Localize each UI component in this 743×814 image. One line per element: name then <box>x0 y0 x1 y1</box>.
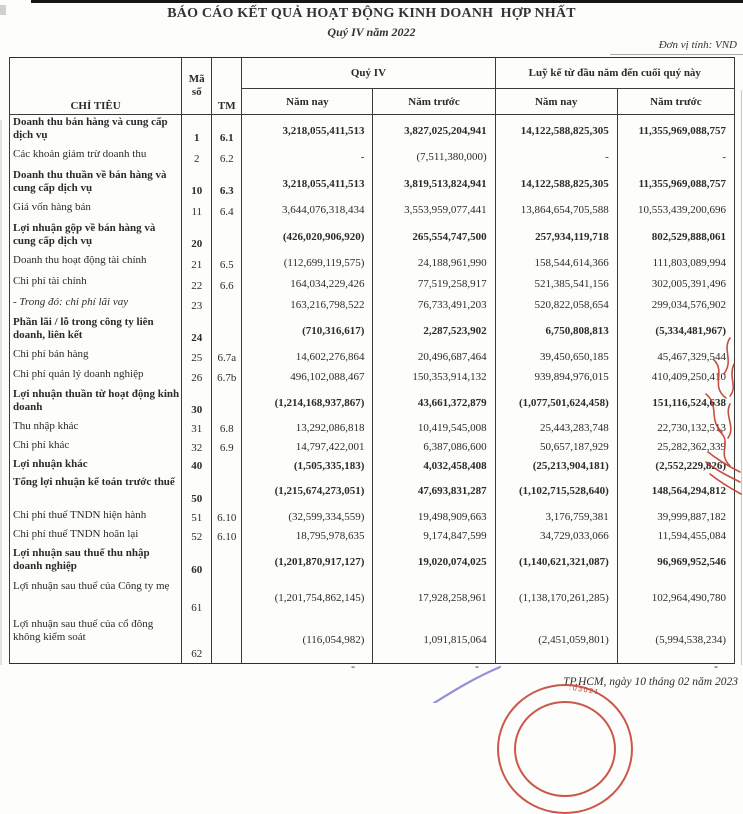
value-q4-this-year: (1,201,754,862,145) <box>242 579 373 617</box>
value-q4-prior-year: 9,174,847,599 <box>373 527 495 546</box>
value-ytd-this-year: 50,657,187,929 <box>495 438 617 457</box>
row-label: - Trong đó: chi phí lãi vay <box>10 295 182 315</box>
value-q4-this-year: 163,216,798,522 <box>242 295 373 315</box>
row-code: 50 <box>182 475 212 508</box>
row-label: Chi phí tài chính <box>10 274 182 295</box>
table-row <box>10 419 735 438</box>
value-q4-this-year: 13,292,086,818 <box>242 419 373 438</box>
row-code: 30 <box>182 387 212 419</box>
value-ytd-this-year: (1,102,715,528,640) <box>495 475 617 508</box>
value-q4-this-year: 14,797,422,001 <box>242 438 373 457</box>
value-q4-prior-year: 2,287,523,902 <box>373 315 495 347</box>
value-q4-this-year: 496,102,088,467 <box>242 367 373 387</box>
value-q4-this-year: (1,215,674,273,051) <box>242 475 373 508</box>
row-label: Chi phí bán hàng <box>10 347 182 367</box>
column-header-ytd-prior-year: Năm trước <box>617 89 734 115</box>
row-code: 26 <box>182 367 212 387</box>
row-code: 11 <box>182 200 212 221</box>
value-q4-prior-year: 10,419,545,008 <box>373 419 495 438</box>
value-ytd-this-year: 939,894,976,015 <box>495 367 617 387</box>
column-header-code: Mã số <box>182 58 212 115</box>
value-ytd-prior-year: 111,803,089,994 <box>617 253 734 274</box>
value-q4-prior-year: (7,511,380,000) <box>373 147 495 168</box>
value-ytd-this-year: 25,443,283,748 <box>495 419 617 438</box>
table-row <box>10 617 735 664</box>
currency-unit-label: Đơn vị tính: VND <box>658 39 737 51</box>
value-ytd-prior-year: 11,594,455,084 <box>617 527 734 546</box>
row-code: 61 <box>182 579 212 617</box>
row-label: Doanh thu thuần về bán hàng và cung cấp dịch vụ <box>10 168 182 200</box>
value-ytd-prior-year: 96,969,952,546 <box>617 546 734 579</box>
column-group-ytd: Luỹ kế từ đầu năm đến cuối quý này <box>495 58 734 89</box>
table-row <box>10 457 735 475</box>
row-code: 23 <box>182 295 212 315</box>
divider-line <box>610 54 743 55</box>
row-code: 32 <box>182 438 212 457</box>
value-q4-prior-year: 3,827,025,204,941 <box>373 115 495 147</box>
value-ytd-prior-year: (5,334,481,967) <box>617 315 734 347</box>
table-row <box>10 438 735 457</box>
row-code: 21 <box>182 253 212 274</box>
round-stamp-inner-outline <box>514 701 616 797</box>
red-handwriting-annotation <box>700 334 743 529</box>
row-label: Các khoản giảm trừ doanh thu <box>10 147 182 168</box>
row-code: 20 <box>182 221 212 253</box>
value-q4-prior-year: 43,661,372,879 <box>373 387 495 419</box>
value-ytd-this-year: 39,450,650,185 <box>495 347 617 367</box>
table-row <box>10 274 735 295</box>
row-note: 6.4 <box>212 200 242 221</box>
value-ytd-prior-year: 151,116,524,638 <box>617 387 734 419</box>
row-code: 62 <box>182 617 212 664</box>
value-ytd-prior-year: - <box>617 147 734 168</box>
table-row <box>10 347 735 367</box>
value-ytd-prior-year: 302,005,391,496 <box>617 274 734 295</box>
value-ytd-prior-year: 39,999,887,182 <box>617 508 734 527</box>
value-ytd-prior-year: 102,964,490,780 <box>617 579 734 617</box>
value-q4-this-year: (112,699,119,575) <box>242 253 373 274</box>
row-note <box>212 387 242 419</box>
value-ytd-this-year: (1,077,501,624,458) <box>495 387 617 419</box>
table-row <box>10 579 735 617</box>
row-note: 6.2 <box>212 147 242 168</box>
row-label: Chi phí quản lý doanh nghiệp <box>10 367 182 387</box>
value-q4-this-year: (116,054,982) <box>242 617 373 664</box>
row-note <box>212 579 242 617</box>
below-table-dash: - <box>714 659 718 673</box>
row-label: Phần lãi / lỗ trong công ty liên doanh, liên kết <box>10 315 182 347</box>
value-q4-prior-year: 19,498,909,663 <box>373 508 495 527</box>
value-ytd-prior-year: 11,355,969,088,757 <box>617 168 734 200</box>
value-q4-prior-year: 3,553,959,077,441 <box>373 200 495 221</box>
income-statement-table <box>9 57 735 664</box>
row-note <box>212 221 242 253</box>
value-ytd-this-year: 13,864,654,705,588 <box>495 200 617 221</box>
stamp-registration-digits: :03021 <box>568 684 601 697</box>
value-ytd-this-year: (2,451,059,801) <box>495 617 617 664</box>
value-ytd-this-year: 3,176,759,381 <box>495 508 617 527</box>
value-q4-prior-year: 47,693,831,287 <box>373 475 495 508</box>
table-row <box>10 367 735 387</box>
row-note: 6.7a <box>212 347 242 367</box>
value-q4-prior-year: 77,519,258,917 <box>373 274 495 295</box>
value-ytd-this-year: (1,138,170,261,285) <box>495 579 617 617</box>
value-ytd-this-year: 14,122,588,825,305 <box>495 168 617 200</box>
row-code: 52 <box>182 527 212 546</box>
value-ytd-this-year: (25,213,904,181) <box>495 457 617 475</box>
value-q4-this-year: (426,020,906,920) <box>242 221 373 253</box>
row-label: Lợi nhuận sau thuế của Công ty mẹ <box>10 579 182 617</box>
row-code: 22 <box>182 274 212 295</box>
column-header-indicator: CHỈ TIÊU <box>10 58 182 115</box>
value-q4-prior-year: 6,387,086,600 <box>373 438 495 457</box>
row-code: 24 <box>182 315 212 347</box>
row-note <box>212 546 242 579</box>
report-title: BÁO CÁO KẾT QUẢ HOẠT ĐỘNG KINH DOANH HỢP NHẤT <box>167 6 576 21</box>
row-note: 6.10 <box>212 508 242 527</box>
value-ytd-prior-year: 25,282,362,339 <box>617 438 734 457</box>
value-q4-this-year: (1,214,168,937,867) <box>242 387 373 419</box>
row-label: Giá vốn hàng bán <box>10 200 182 221</box>
row-note <box>212 295 242 315</box>
blue-pen-stroke <box>424 663 508 703</box>
row-code: 51 <box>182 508 212 527</box>
row-note: 6.9 <box>212 438 242 457</box>
row-note <box>212 617 242 664</box>
value-q4-prior-year: 19,020,074,025 <box>373 546 495 579</box>
row-label: Lợi nhuận sau thuế của cổ đông không kiểm soát <box>10 617 182 664</box>
value-q4-prior-year: 24,188,961,990 <box>373 253 495 274</box>
value-ytd-prior-year: 410,409,250,410 <box>617 367 734 387</box>
row-code: 60 <box>182 546 212 579</box>
row-note: 6.10 <box>212 527 242 546</box>
column-header-ytd-this-year: Năm nay <box>495 89 617 115</box>
value-q4-prior-year: 265,554,747,500 <box>373 221 495 253</box>
row-code: 1 <box>182 115 212 147</box>
value-q4-prior-year: 4,032,458,408 <box>373 457 495 475</box>
value-q4-this-year: 3,644,076,318,434 <box>242 200 373 221</box>
table-row <box>10 200 735 221</box>
column-header-note: TM <box>212 58 242 115</box>
table-row <box>10 221 735 253</box>
value-ytd-prior-year: (2,552,229,826) <box>617 457 734 475</box>
table-row <box>10 527 735 546</box>
row-label: Thu nhập khác <box>10 419 182 438</box>
value-q4-prior-year: 3,819,513,824,941 <box>373 168 495 200</box>
row-code: 40 <box>182 457 212 475</box>
value-ytd-this-year: 520,822,058,654 <box>495 295 617 315</box>
row-note <box>212 315 242 347</box>
column-header-q4-prior-year: Năm trước <box>373 89 495 115</box>
table-row <box>10 546 735 579</box>
value-q4-this-year: 18,795,978,635 <box>242 527 373 546</box>
row-label: Doanh thu hoạt động tài chính <box>10 253 182 274</box>
table-row <box>10 147 735 168</box>
value-ytd-prior-year: (5,994,538,234) <box>617 617 734 664</box>
row-label: Chi phí thuế TNDN hiện hành <box>10 508 182 527</box>
table-row <box>10 115 735 147</box>
row-label: Lợi nhuận sau thuế thu nhập doanh nghiệp <box>10 546 182 579</box>
row-note: 6.1 <box>212 115 242 147</box>
row-note: 6.3 <box>212 168 242 200</box>
value-q4-this-year: 3,218,055,411,513 <box>242 115 373 147</box>
row-note: 6.8 <box>212 419 242 438</box>
value-ytd-this-year: 158,544,614,366 <box>495 253 617 274</box>
row-label: Chi phí khác <box>10 438 182 457</box>
value-q4-this-year: 164,034,229,426 <box>242 274 373 295</box>
value-q4-prior-year: 20,496,687,464 <box>373 347 495 367</box>
table-row <box>10 387 735 419</box>
row-label: Doanh thu bán hàng và cung cấp dịch vụ <box>10 115 182 147</box>
row-code: 10 <box>182 168 212 200</box>
table-row <box>10 315 735 347</box>
below-table-dash: - <box>475 659 479 673</box>
value-ytd-prior-year: 22,730,132,513 <box>617 419 734 438</box>
row-code: 2 <box>182 147 212 168</box>
below-table-dash: - <box>351 659 355 673</box>
value-q4-prior-year: 17,928,258,961 <box>373 579 495 617</box>
column-group-q4: Quý IV <box>242 58 495 89</box>
value-ytd-prior-year: 802,529,888,061 <box>617 221 734 253</box>
value-q4-this-year: (1,201,870,917,127) <box>242 546 373 579</box>
value-q4-this-year: (1,505,335,183) <box>242 457 373 475</box>
value-ytd-prior-year: 45,467,329,544 <box>617 347 734 367</box>
value-ytd-prior-year: 11,355,969,088,757 <box>617 115 734 147</box>
table-row <box>10 475 735 508</box>
row-note <box>212 475 242 508</box>
row-code: 25 <box>182 347 212 367</box>
row-note: 6.7b <box>212 367 242 387</box>
column-header-q4-this-year: Năm nay <box>242 89 373 115</box>
row-label: Lợi nhuận gộp về bán hàng và cung cấp dịch vụ <box>10 221 182 253</box>
value-ytd-this-year: 257,934,119,718 <box>495 221 617 253</box>
row-note: 6.5 <box>212 253 242 274</box>
value-ytd-prior-year: 299,034,576,902 <box>617 295 734 315</box>
row-label: Chi phí thuế TNDN hoãn lại <box>10 527 182 546</box>
row-label: Tổng lợi nhuận kế toán trước thuế <box>10 475 182 508</box>
value-ytd-prior-year: 10,553,439,200,696 <box>617 200 734 221</box>
value-q4-prior-year: 150,353,914,132 <box>373 367 495 387</box>
row-label: Lợi nhuận khác <box>10 457 182 475</box>
value-ytd-this-year: 34,729,033,066 <box>495 527 617 546</box>
table-row <box>10 508 735 527</box>
table-row <box>10 295 735 315</box>
table-body <box>10 115 735 664</box>
row-note <box>212 457 242 475</box>
row-label: Lợi nhuận thuần từ hoạt động kinh doanh <box>10 387 182 419</box>
value-ytd-this-year: (1,140,621,321,087) <box>495 546 617 579</box>
value-ytd-this-year: 521,385,541,156 <box>495 274 617 295</box>
scan-artifact-bar <box>31 0 743 3</box>
value-q4-prior-year: 1,091,815,064 <box>373 617 495 664</box>
table-row <box>10 168 735 200</box>
value-q4-this-year: 14,602,276,864 <box>242 347 373 367</box>
page-edge-line <box>0 120 2 665</box>
value-q4-prior-year: 76,733,491,203 <box>373 295 495 315</box>
value-q4-this-year: (32,599,334,559) <box>242 508 373 527</box>
signature-date-line: TP.HCM, ngày 10 tháng 02 năm 2023 <box>563 676 738 688</box>
value-ytd-this-year: 6,750,808,813 <box>495 315 617 347</box>
value-ytd-this-year: 14,122,588,825,305 <box>495 115 617 147</box>
value-ytd-this-year: - <box>495 147 617 168</box>
table-header-row <box>10 58 735 89</box>
row-code: 31 <box>182 419 212 438</box>
value-q4-this-year: 3,218,055,411,513 <box>242 168 373 200</box>
value-q4-this-year: - <box>242 147 373 168</box>
report-period: Quý IV năm 2022 <box>327 25 416 39</box>
table-row <box>10 253 735 274</box>
row-note: 6.6 <box>212 274 242 295</box>
value-ytd-prior-year: 148,564,294,812 <box>617 475 734 508</box>
value-q4-this-year: (710,316,617) <box>242 315 373 347</box>
